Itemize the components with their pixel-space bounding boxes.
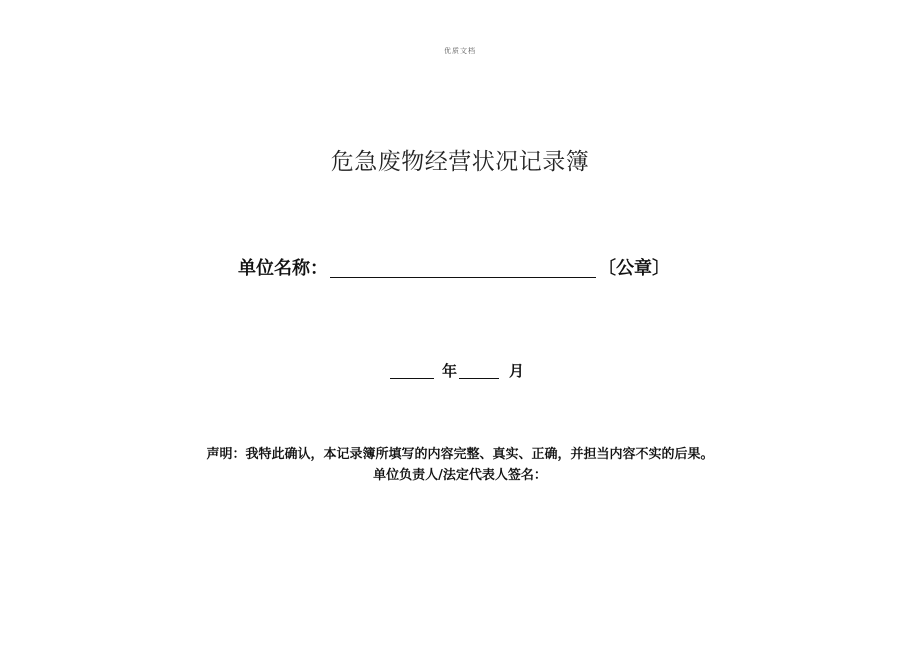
year-blank — [390, 362, 434, 379]
signature-label: 单位负责人/法定代表人签名： — [373, 468, 547, 483]
document-title: 危急废物经营状况记录簿 — [330, 149, 590, 175]
year-label: 年 — [442, 362, 458, 380]
month-label: 月 — [509, 362, 525, 380]
unit-name-blank — [330, 257, 596, 278]
header-note: 优质文档 — [444, 47, 476, 55]
date-line — [390, 359, 524, 381]
unit-name-line — [238, 254, 670, 280]
declaration-text: 声明：我特此确认，本记录簿所填写的内容完整、真实、正确，并担当内容不实的后果。 — [206, 447, 714, 462]
seal-label: 〔公章〕 — [598, 258, 670, 279]
unit-name-label: 单位名称： — [238, 258, 328, 279]
declaration-block — [0, 444, 920, 486]
month-blank — [459, 362, 499, 379]
